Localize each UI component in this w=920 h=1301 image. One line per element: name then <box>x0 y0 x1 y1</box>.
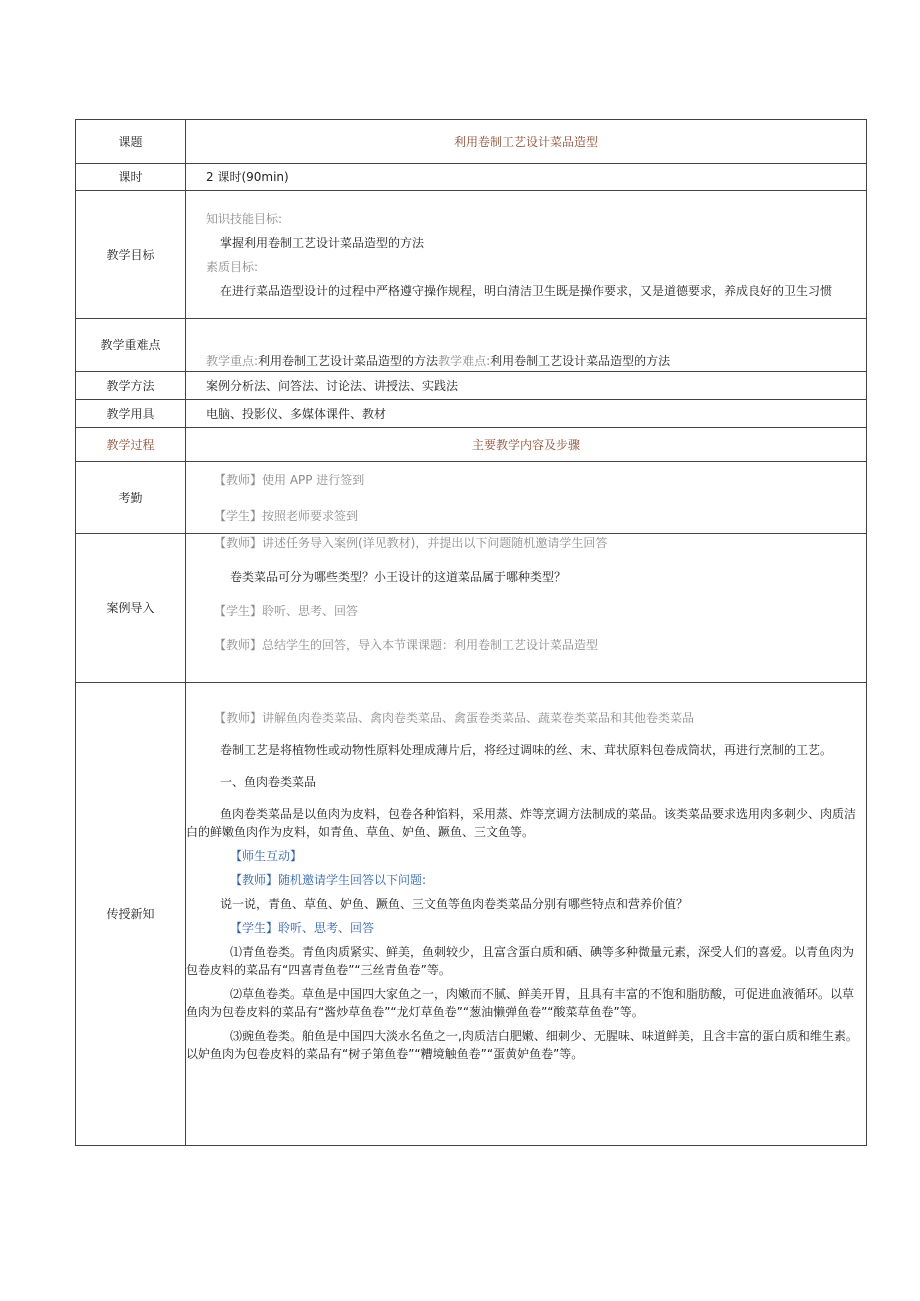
attendance-student: 【学生】按照老师要求签到 <box>214 508 359 523</box>
knowledge-text: 掌握利用卷制工艺设计菜品造型的方法 <box>220 235 425 250</box>
nk-teacher-intro: 【教师】讲解鱼肉卷类菜品、禽肉卷类菜品、禽蛋卷类菜品、蔬菜卷类菜品和其他卷类菜品 <box>214 711 695 725</box>
row-goals <box>76 191 867 319</box>
nk-student: 【学生】聆听、思考、回答 <box>230 921 375 935</box>
case-student: 【学生】聆听、思考、回答 <box>214 604 359 618</box>
goals-content <box>186 191 867 319</box>
hours-text: 2 课时(90min) <box>206 170 289 184</box>
tools-content <box>186 400 867 428</box>
row-process-header <box>76 428 867 462</box>
topic-label: 课题 <box>76 120 186 164</box>
case-intro-label: 案例导入 <box>76 534 186 683</box>
case-intro-content <box>186 534 867 683</box>
quality-text: 在进行菜品造型设计的过程中严格遵守操作规程，明白清洁卫生既是操作要求，又是道德要求，养成良好的卫生习惯 <box>220 283 833 298</box>
new-knowledge-content <box>186 683 867 1146</box>
key-text: 利用卷制工艺设计菜品造型的方法 <box>258 354 439 368</box>
nk-interaction: 【师生互动】 <box>230 849 303 863</box>
nk-question: 说一说，青鱼、草鱼、妒鱼、蹶鱼、三文鱼等鱼肉卷类菜品分别有哪些特点和营养价值？ <box>220 897 689 911</box>
row-topic <box>76 120 867 164</box>
attendance-label: 考勤 <box>76 462 186 534</box>
attendance-teacher: 【教师】使用 APP 进行签到 <box>214 472 365 487</box>
row-hours <box>76 164 867 191</box>
row-tools <box>76 400 867 428</box>
row-attendance <box>76 462 867 534</box>
key-points-line <box>186 352 866 371</box>
lesson-plan-table <box>75 119 867 1146</box>
nk-teacher-question: 【教师】随机邀请学生回答以下问题: <box>230 873 427 887</box>
lesson-title: 利用卷制工艺设计菜品造型 <box>186 120 867 164</box>
row-methods <box>76 372 867 400</box>
tools-label: 教学用具 <box>76 400 186 428</box>
hard-text: 利用卷制工艺设计菜品造型的方法 <box>490 354 671 368</box>
nk-item-1: ⑴青鱼卷类。青鱼肉质紧实、鲜美，鱼刺较少，且富含蛋白质和硒、碘等多种微量元素，深受人们的喜爱。以青鱼肉为包卷皮料的菜品有“四喜青鱼卷”“三丝青鱼卷”等。 <box>186 945 855 977</box>
goals-label: 教学目标 <box>76 191 186 319</box>
knowledge-heading: 知识技能目标: <box>206 211 283 226</box>
nk-section1-text: 鱼肉卷类菜品是以鱼肉为皮料，包卷各种馅料，采用蒸、炸等烹调方法制成的菜品。该类菜品要求选用肉多刺少、肉质洁白的鲜嫩鱼肉作为皮料，如青鱼、草鱼、妒鱼、蹶鱼、三文鱼等。 <box>186 807 857 839</box>
process-header-right: 主要教学内容及步骤 <box>186 428 867 462</box>
tools-value: 电脑、投影仪、多媒体课件、教材 <box>206 406 387 421</box>
case-teacher-1: 【教师】讲述任务导入案例(详见教材)，并提出以下问题随机邀请学生回答 <box>214 536 608 550</box>
methods-content <box>186 372 867 400</box>
key-points-label: 教学重难点 <box>76 319 186 372</box>
nk-item-2: ⑵草鱼卷类。草鱼是中国四大家鱼之一，肉嫩而不腻、鲜美开胃，且具有丰富的不饱和脂肪酸，可促进血液循环。以草鱼肉为包卷皮料的菜品有“酱炒草鱼卷”“龙灯草鱼卷”“葱油懒弹鱼卷”“酸菜草鱼卷”等。 <box>186 987 855 1019</box>
process-header-left: 教学过程 <box>76 428 186 462</box>
case-question: 卷类菜品可分为哪些类型？小王设计的这道菜品属于哪种类型？ <box>230 570 567 584</box>
hours-label: 课时 <box>76 164 186 191</box>
nk-definition: 卷制工艺是将植物性或动物性原料处理成薄片后，将经过调味的丝、末、茸状原料包卷成筒状，再进行烹制的工艺。 <box>220 743 833 757</box>
row-key-points <box>76 319 867 372</box>
hard-heading: 教学难点: <box>438 354 491 368</box>
new-knowledge-label: 传授新知 <box>76 683 186 1146</box>
methods-value: 案例分析法、问答法、讨论法、讲授法、实践法 <box>206 378 459 393</box>
key-points-content <box>186 319 867 372</box>
attendance-content <box>186 462 867 534</box>
nk-item-3: ⑶豌鱼卷类。舶鱼是中国四大淡水名鱼之一,肉质洁白肥嫩、细刺少、无腥味、味道鲜美，且含丰富的蛋白质和维生素。以妒鱼肉为包卷皮料的菜品有“树子第鱼卷”“糟境触鱼卷”“蛋黄妒鱼卷”等。 <box>186 1029 858 1061</box>
key-heading: 教学重点: <box>206 354 259 368</box>
quality-heading: 素质目标: <box>206 259 259 274</box>
hours-value <box>186 164 867 191</box>
row-new-knowledge <box>76 683 867 1146</box>
methods-label: 教学方法 <box>76 372 186 400</box>
row-case-intro <box>76 534 867 683</box>
case-teacher-2: 【教师】总结学生的回答，导入本节课课题：利用卷制工艺设计菜品造型 <box>214 638 599 652</box>
nk-section1-title: 一、鱼肉卷类菜品 <box>220 775 317 789</box>
